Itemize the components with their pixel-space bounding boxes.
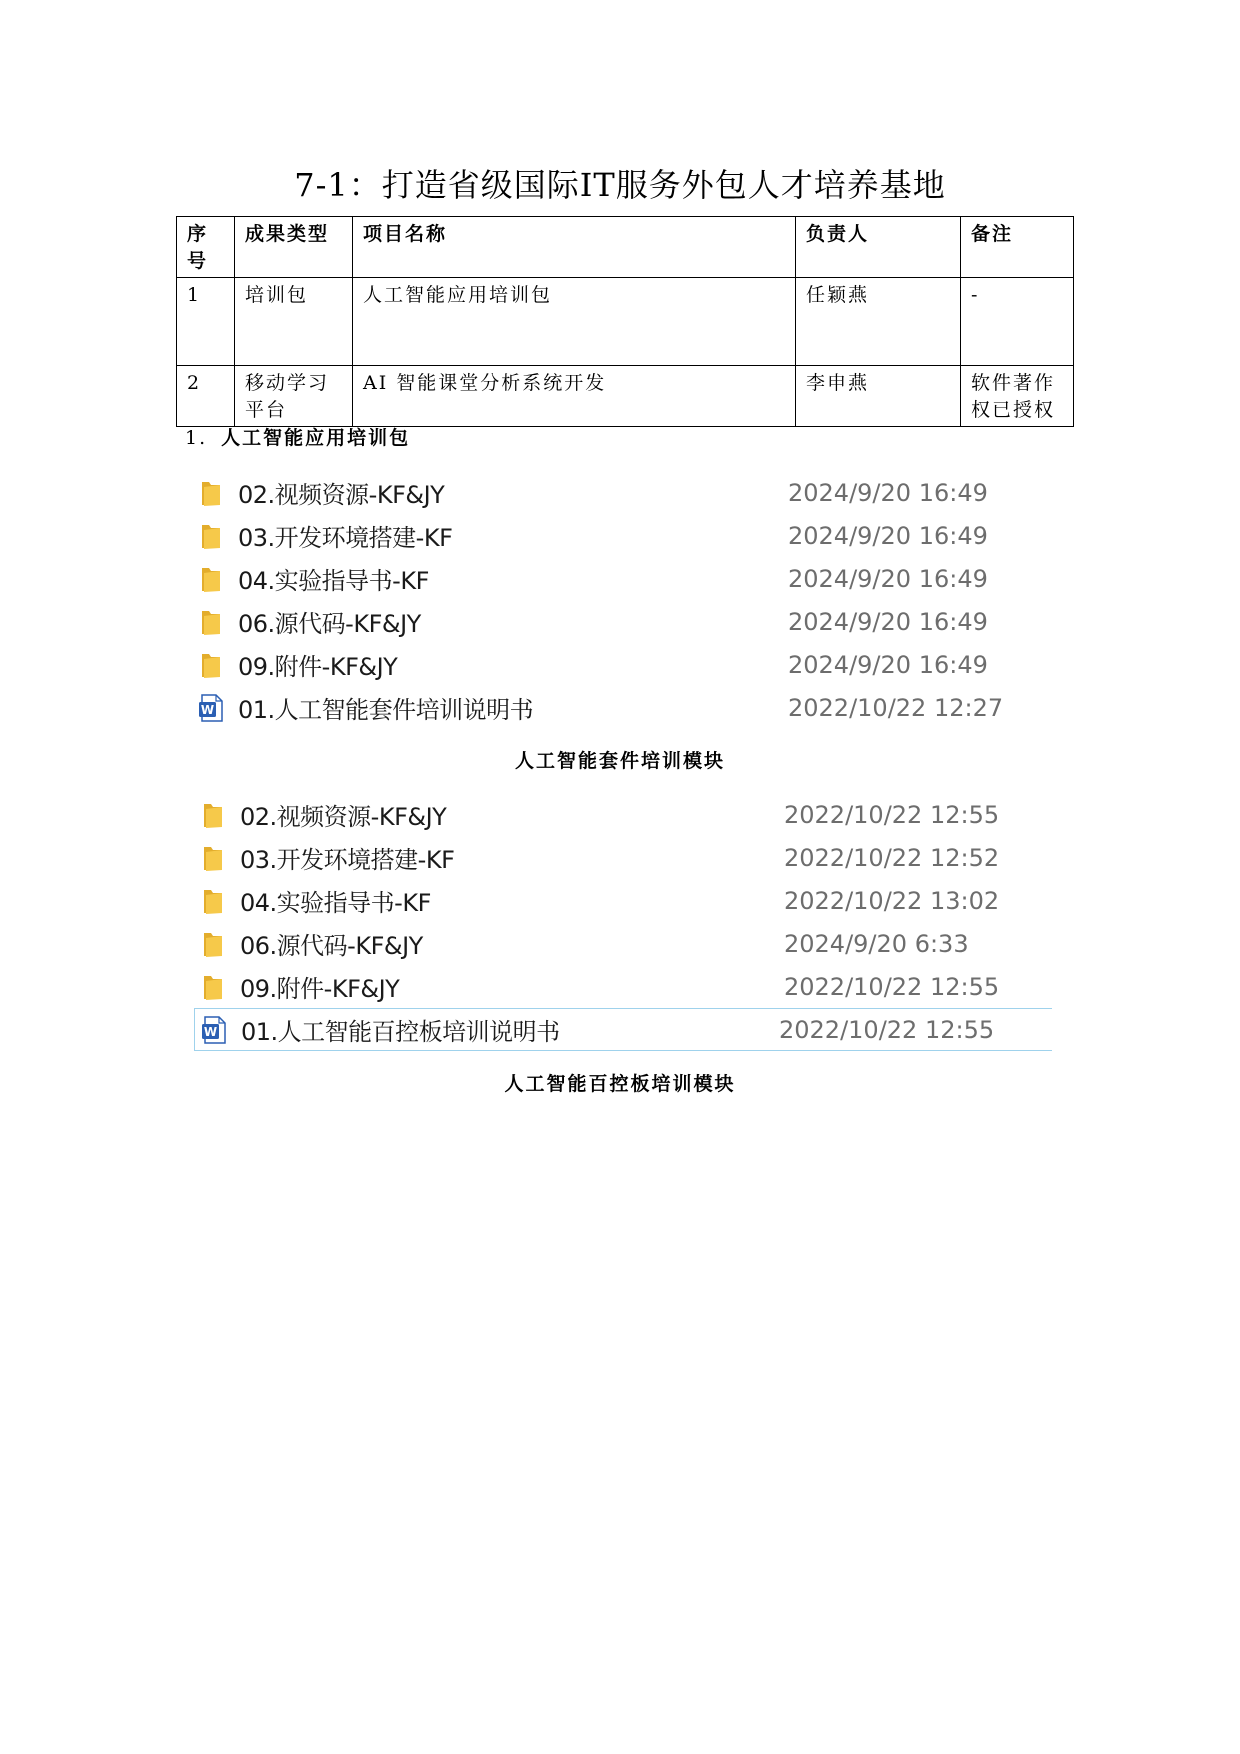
- file-list-item[interactable]: [200, 836, 1052, 879]
- file-modified-date: 2024/9/20 16:49: [788, 478, 988, 507]
- cell-owner: 任颖燕: [796, 278, 961, 366]
- file-list-item[interactable]: [194, 1008, 1052, 1051]
- file-name: 04.实验指导书-KF: [240, 889, 431, 917]
- file-name: 03.开发环境搭建-KF: [240, 846, 455, 874]
- folder-icon: [200, 929, 226, 959]
- cell-project-name: 人工智能应用培训包: [353, 278, 796, 366]
- folder-icon: [198, 478, 224, 508]
- header-owner: 负责人: [796, 217, 961, 278]
- folder-icon: [198, 521, 224, 551]
- file-modified-date: 2024/9/20 16:49: [788, 607, 988, 636]
- results-table: [176, 216, 1074, 427]
- section-number: 1.: [185, 427, 208, 449]
- file-list-item[interactable]: [198, 686, 1018, 729]
- folder-icon: [198, 650, 224, 680]
- cell-owner: 李申燕: [796, 366, 961, 427]
- folder-icon: [200, 800, 226, 830]
- table-row: [177, 366, 1074, 427]
- file-modified-date: 2024/9/20 16:49: [788, 564, 988, 593]
- table-header-row: [177, 217, 1074, 278]
- file-list-item[interactable]: [200, 965, 1052, 1008]
- file-modified-date: 2022/10/22 12:27: [788, 693, 1004, 722]
- word-doc-icon: [198, 693, 224, 723]
- file-modified-date: 2022/10/22 12:55: [779, 1015, 995, 1044]
- file-list-suite: [198, 471, 1018, 729]
- header-type: 成果类型: [235, 217, 353, 278]
- file-modified-date: 2024/9/20 6:33: [784, 929, 969, 958]
- folder-icon: [198, 607, 224, 637]
- file-name: 02.视频资源-KF&JY: [238, 481, 445, 509]
- file-list-item[interactable]: [200, 922, 1052, 965]
- folder-icon: [200, 972, 226, 1002]
- folder-icon: [198, 564, 224, 594]
- cell-note: -: [961, 278, 1074, 366]
- file-name: 09.附件-KF&JY: [240, 975, 400, 1003]
- cell-note: 软件著作权已授权: [961, 366, 1074, 427]
- section-heading-text: 人工智能应用培训包: [221, 427, 411, 449]
- file-name: 06.源代码-KF&JY: [238, 610, 421, 638]
- file-list-item[interactable]: [198, 643, 1018, 686]
- svg-text:W: W: [203, 1024, 218, 1039]
- file-name: 06.源代码-KF&JY: [240, 932, 423, 960]
- cell-seq: 1: [177, 278, 235, 366]
- file-name: 04.实验指导书-KF: [238, 567, 429, 595]
- cell-project-name: AI 智能课堂分析系统开发: [353, 366, 796, 427]
- file-name: 01.人工智能套件培训说明书: [238, 696, 534, 724]
- cell-seq: 2: [177, 366, 235, 427]
- file-list-item[interactable]: [198, 514, 1018, 557]
- file-list-item[interactable]: [198, 471, 1018, 514]
- file-modified-date: 2024/9/20 16:49: [788, 650, 988, 679]
- file-modified-date: 2024/9/20 16:49: [788, 521, 988, 550]
- section-heading: [185, 423, 410, 450]
- file-name: 02.视频资源-KF&JY: [240, 803, 447, 831]
- file-list-item[interactable]: [198, 600, 1018, 643]
- figure-caption: 人工智能百控板培训模块: [504, 1073, 736, 1095]
- svg-text:W: W: [200, 702, 215, 717]
- word-doc-icon: [201, 1015, 227, 1045]
- folder-icon: [200, 843, 226, 873]
- file-list-item[interactable]: [200, 879, 1052, 922]
- file-list-control-board: [200, 793, 1052, 1051]
- file-modified-date: 2022/10/22 12:55: [784, 972, 1000, 1001]
- cell-type: 移动学习平台: [235, 366, 353, 427]
- figure-caption: 人工智能套件培训模块: [514, 750, 725, 772]
- cell-type: 培训包: [235, 278, 353, 366]
- table-row: [177, 278, 1074, 366]
- header-project-name: 项目名称: [353, 217, 796, 278]
- file-list-item[interactable]: [198, 557, 1018, 600]
- file-modified-date: 2022/10/22 12:55: [784, 800, 1000, 829]
- file-name: 01.人工智能百控板培训说明书: [241, 1018, 560, 1046]
- header-note: 备注: [961, 217, 1074, 278]
- file-modified-date: 2022/10/22 12:52: [784, 843, 1000, 872]
- file-modified-date: 2022/10/22 13:02: [784, 886, 1000, 915]
- file-name: 09.附件-KF&JY: [238, 653, 398, 681]
- header-seq: 序号: [177, 217, 235, 278]
- file-name: 03.开发环境搭建-KF: [238, 524, 453, 552]
- folder-icon: [200, 886, 226, 916]
- file-list-item[interactable]: [200, 793, 1052, 836]
- page-title: 7-1：打造省级国际IT服务外包人才培养基地: [294, 166, 946, 204]
